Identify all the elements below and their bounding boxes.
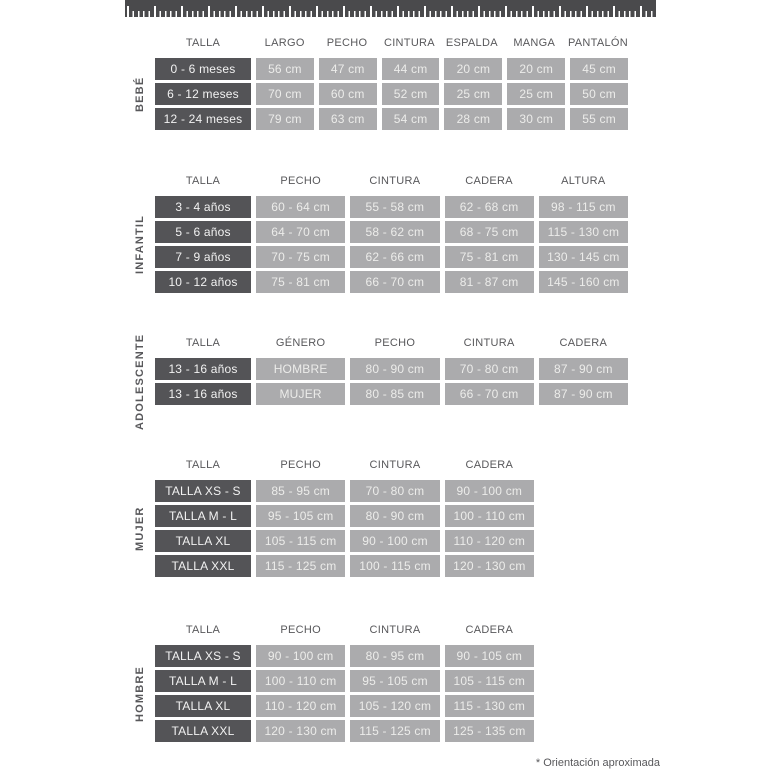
column-headers <box>155 623 534 637</box>
value-cell: 63 cm <box>319 108 377 130</box>
value-cell: 47 cm <box>319 58 377 80</box>
talla-cell: 13 - 16 años <box>155 358 251 380</box>
value-cell: 20 cm <box>444 58 502 80</box>
column-header: PECHO <box>326 37 368 49</box>
column-header: TALLA <box>185 337 221 349</box>
value-cell: 81 - 87 cm <box>445 271 534 293</box>
value-cell: 95 - 105 cm <box>350 670 439 692</box>
column-header: TALLA <box>185 459 221 471</box>
value-cell: 80 - 90 cm <box>350 505 439 527</box>
column-headers <box>155 174 628 188</box>
value-cell: 50 cm <box>570 83 628 105</box>
value-cell: 80 - 85 cm <box>350 383 439 405</box>
value-cell: 25 cm <box>444 83 502 105</box>
column-headers <box>155 458 534 472</box>
column-header: TALLA <box>185 624 221 636</box>
size-table-hombre <box>134 623 534 742</box>
size-table-infantil <box>134 174 628 293</box>
column-header: PECHO <box>374 337 416 349</box>
column-header: LARGO <box>264 37 305 49</box>
value-cell: 75 - 81 cm <box>256 271 345 293</box>
column-headers <box>155 36 628 50</box>
value-cell: 44 cm <box>382 58 440 80</box>
value-cell: 115 - 130 cm <box>539 221 628 243</box>
column-header: ESPALDA <box>445 37 498 49</box>
size-table-bebe <box>134 36 628 130</box>
value-cell: 98 - 115 cm <box>539 196 628 218</box>
size-table-mujer <box>134 458 534 577</box>
table-body <box>155 480 534 577</box>
column-header: CINTURA <box>369 624 421 636</box>
value-cell: 80 - 95 cm <box>350 645 439 667</box>
value-cell: 85 - 95 cm <box>256 480 345 502</box>
value-cell: 70 - 75 cm <box>256 246 345 268</box>
value-cell: 87 - 90 cm <box>539 358 628 380</box>
value-cell: 110 - 120 cm <box>445 530 534 552</box>
value-cell: 55 cm <box>570 108 628 130</box>
value-cell: 120 - 130 cm <box>445 555 534 577</box>
table-body <box>155 645 534 742</box>
value-cell: 105 - 115 cm <box>445 670 534 692</box>
value-cell: 100 - 110 cm <box>256 670 345 692</box>
value-cell: 45 cm <box>570 58 628 80</box>
talla-cell: 6 - 12 meses <box>155 83 251 105</box>
value-cell: MUJER <box>256 383 345 405</box>
side-label-adolescente: ADOLESCENTE <box>134 333 146 430</box>
value-cell: 56 cm <box>256 58 314 80</box>
talla-cell: TALLA XS - S <box>155 645 251 667</box>
value-cell: 70 - 80 cm <box>445 358 534 380</box>
value-cell: 68 - 75 cm <box>445 221 534 243</box>
column-header: PECHO <box>280 175 321 187</box>
value-cell: 115 - 125 cm <box>256 555 345 577</box>
value-cell: 105 - 120 cm <box>350 695 439 717</box>
value-cell: 100 - 110 cm <box>445 505 534 527</box>
value-cell: 87 - 90 cm <box>539 383 628 405</box>
value-cell: 110 - 120 cm <box>256 695 345 717</box>
value-cell: 28 cm <box>444 108 502 130</box>
side-label-infantil: INFANTIL <box>134 214 146 275</box>
talla-cell: TALLA XS - S <box>155 480 251 502</box>
talla-cell: 3 - 4 años <box>155 196 251 218</box>
value-cell: 125 - 135 cm <box>445 720 534 742</box>
footnote: * Orientación aproximada <box>535 757 660 769</box>
column-header: GÉNERO <box>275 337 326 349</box>
value-cell: 62 - 68 cm <box>445 196 534 218</box>
value-cell: 115 - 125 cm <box>350 720 439 742</box>
value-cell: 30 cm <box>507 108 565 130</box>
talla-cell: TALLA XXL <box>155 555 251 577</box>
value-cell: 75 - 81 cm <box>445 246 534 268</box>
value-cell: 25 cm <box>507 83 565 105</box>
column-header: CINTURA <box>383 37 435 49</box>
talla-cell: TALLA M - L <box>155 505 251 527</box>
value-cell: 52 cm <box>382 83 440 105</box>
value-cell: 105 - 115 cm <box>256 530 345 552</box>
size-table-adolescente <box>134 333 628 430</box>
side-label-hombre: HOMBRE <box>134 665 146 722</box>
value-cell: 90 - 100 cm <box>256 645 345 667</box>
table-body <box>155 358 628 405</box>
column-header: TALLA <box>185 37 221 49</box>
value-cell: 130 - 145 cm <box>539 246 628 268</box>
value-cell: 54 cm <box>382 108 440 130</box>
value-cell: 90 - 105 cm <box>445 645 534 667</box>
column-header: CADERA <box>559 337 608 349</box>
column-header: CINTURA <box>369 175 421 187</box>
talla-cell: TALLA XL <box>155 530 251 552</box>
talla-cell: TALLA XXL <box>155 720 251 742</box>
column-header: TALLA <box>185 175 221 187</box>
value-cell: 70 - 80 cm <box>350 480 439 502</box>
table-body <box>155 196 628 293</box>
column-header: PANTALÓN <box>567 37 628 49</box>
value-cell: 66 - 70 cm <box>445 383 534 405</box>
column-header: CADERA <box>465 175 513 187</box>
table-body <box>155 58 628 130</box>
talla-cell: 0 - 6 meses <box>155 58 251 80</box>
value-cell: 100 - 115 cm <box>350 555 439 577</box>
column-header: PECHO <box>280 459 321 471</box>
value-cell: 95 - 105 cm <box>256 505 345 527</box>
talla-cell: 10 - 12 años <box>155 271 251 293</box>
talla-cell: 5 - 6 años <box>155 221 251 243</box>
column-header: ALTURA <box>561 175 606 187</box>
value-cell: 62 - 66 cm <box>350 246 439 268</box>
talla-cell: 12 - 24 meses <box>155 108 251 130</box>
value-cell: 120 - 130 cm <box>256 720 345 742</box>
value-cell: 90 - 100 cm <box>445 480 534 502</box>
value-cell: 80 - 90 cm <box>350 358 439 380</box>
column-header: PECHO <box>280 624 321 636</box>
value-cell: 66 - 70 cm <box>350 271 439 293</box>
column-headers <box>155 336 628 350</box>
value-cell: 55 - 58 cm <box>350 196 439 218</box>
talla-cell: TALLA M - L <box>155 670 251 692</box>
talla-cell: 7 - 9 años <box>155 246 251 268</box>
talla-cell: 13 - 16 años <box>155 383 251 405</box>
value-cell: 145 - 160 cm <box>539 271 628 293</box>
value-cell: 90 - 100 cm <box>350 530 439 552</box>
column-header: CADERA <box>465 624 514 636</box>
side-label-mujer: MUJER <box>134 506 146 551</box>
value-cell: 58 - 62 cm <box>350 221 439 243</box>
value-cell: 70 cm <box>256 83 314 105</box>
value-cell: 115 - 130 cm <box>445 695 534 717</box>
value-cell: 60 cm <box>319 83 377 105</box>
column-header: CADERA <box>465 459 514 471</box>
value-cell: 64 - 70 cm <box>256 221 345 243</box>
column-header: CINTURA <box>463 337 515 349</box>
value-cell: 60 - 64 cm <box>256 196 345 218</box>
value-cell: 20 cm <box>507 58 565 80</box>
value-cell: HOMBRE <box>256 358 345 380</box>
column-header: CINTURA <box>369 459 421 471</box>
value-cell: 79 cm <box>256 108 314 130</box>
side-label-bebe: BEBÉ <box>134 76 146 112</box>
measuring-tape-ruler <box>125 0 656 17</box>
talla-cell: TALLA XL <box>155 695 251 717</box>
column-header: MANGA <box>513 37 556 49</box>
